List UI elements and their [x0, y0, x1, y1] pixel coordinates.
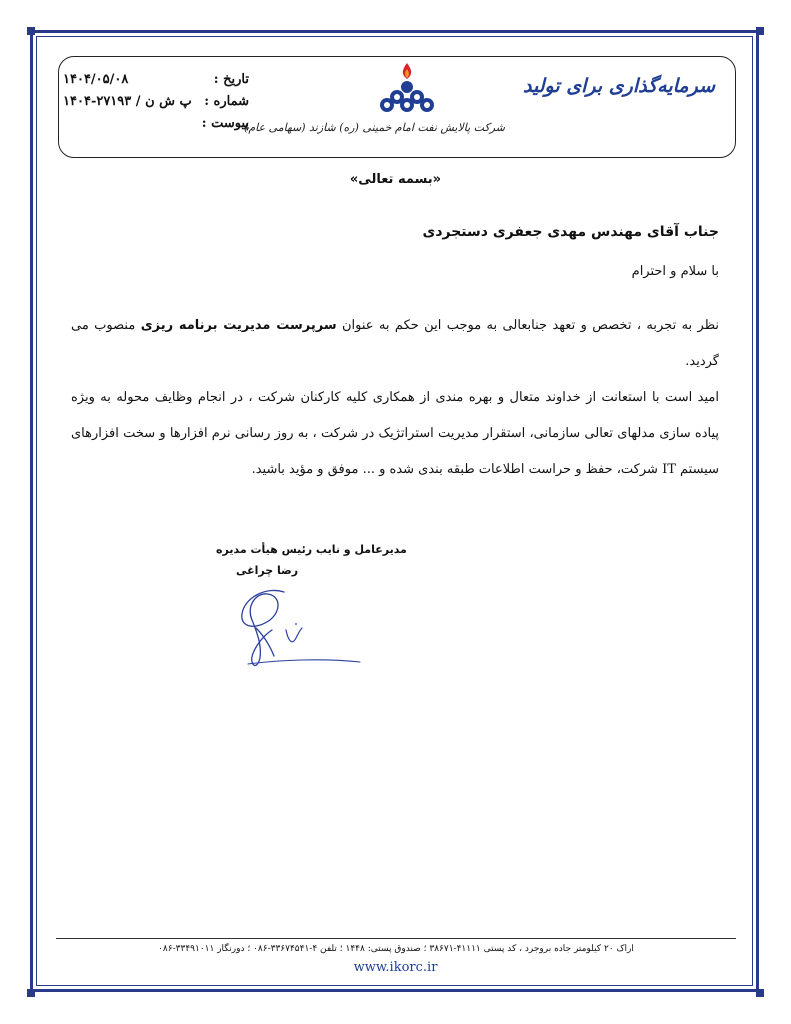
company-logo-icon: [377, 61, 437, 117]
recipient: جناب آقای مهندس مهدی جعفری دستجردی: [422, 224, 719, 240]
meta-labels: [202, 69, 249, 135]
slogan: سرمایه‌گذاری برای تولید: [523, 75, 715, 97]
date-value: ۱۴۰۴/۰۵/۰۸: [63, 72, 129, 87]
letter-body: [71, 308, 719, 488]
signer-title: مدیرعامل و نایب رئیس هیأت مدیره: [216, 543, 407, 556]
footer-address: اراک ۲۰ کیلومتر جاده بروجرد ، کد پستی ۴۱۱۱۱-۳۸۶۷۱ ؛ صندوق پستی: ۱۴۴۸ ؛ تلفن ۴-۳۳۶۷۴۵۴۱-۰۸۶ ؛ دورنگار ۳۳۴۹۱۰۱۱-۰۸۶: [158, 944, 634, 954]
letterhead: [58, 56, 736, 158]
greeting: با سلام و احترام: [631, 264, 719, 279]
handwritten-signature: [226, 584, 366, 674]
date-label: تاریخ :: [213, 72, 249, 87]
footer-divider: [56, 938, 736, 939]
corner-mark: [27, 989, 35, 997]
signer-name: رضا چراغی: [236, 564, 299, 577]
bismillah: «بسمه تعالی»: [349, 172, 442, 187]
corner-mark: [756, 989, 764, 997]
number-label: شماره :: [204, 94, 249, 109]
company-name: شرکت پالایش نفت امام خمینی (ره) شازند (سهامی عام): [244, 121, 505, 134]
meta-values: [63, 69, 193, 113]
appointment-position: سرپرست مدیریت برنامه ریزی: [140, 318, 337, 333]
footer-website[interactable]: www.ikorc.ir: [353, 960, 438, 975]
paragraph-appointment: نظر به تجربه ، تخصص و تعهد جنابعالی به موجب این حکم به عنوان سرپرست مدیریت برنامه ریزی منصوب می گردید.: [71, 318, 719, 369]
corner-mark: [27, 27, 35, 35]
paragraph-wishes: امید است با استعانت از خداوند متعال و بهره مندی از همکاری کلیه کارکنان شرکت ، در انجام وظایف محوله به ویژه پیاده سازی مدلهای تعالی سازمانی، استقرار مدیریت استراتژیک در شرکت ، به روز رسانی نرم افزارها و سخت افزارهای سیستم IT شرکت، حفظ و حراست اطلاعات طبقه بندی شده و ... موفق و مؤید باشید.: [71, 390, 719, 477]
corner-mark: [756, 27, 764, 35]
number-value: پ ش ن / ۲۷۱۹۳-۱۴۰۴: [63, 94, 192, 109]
attachment-label: پیوست :: [201, 116, 249, 131]
